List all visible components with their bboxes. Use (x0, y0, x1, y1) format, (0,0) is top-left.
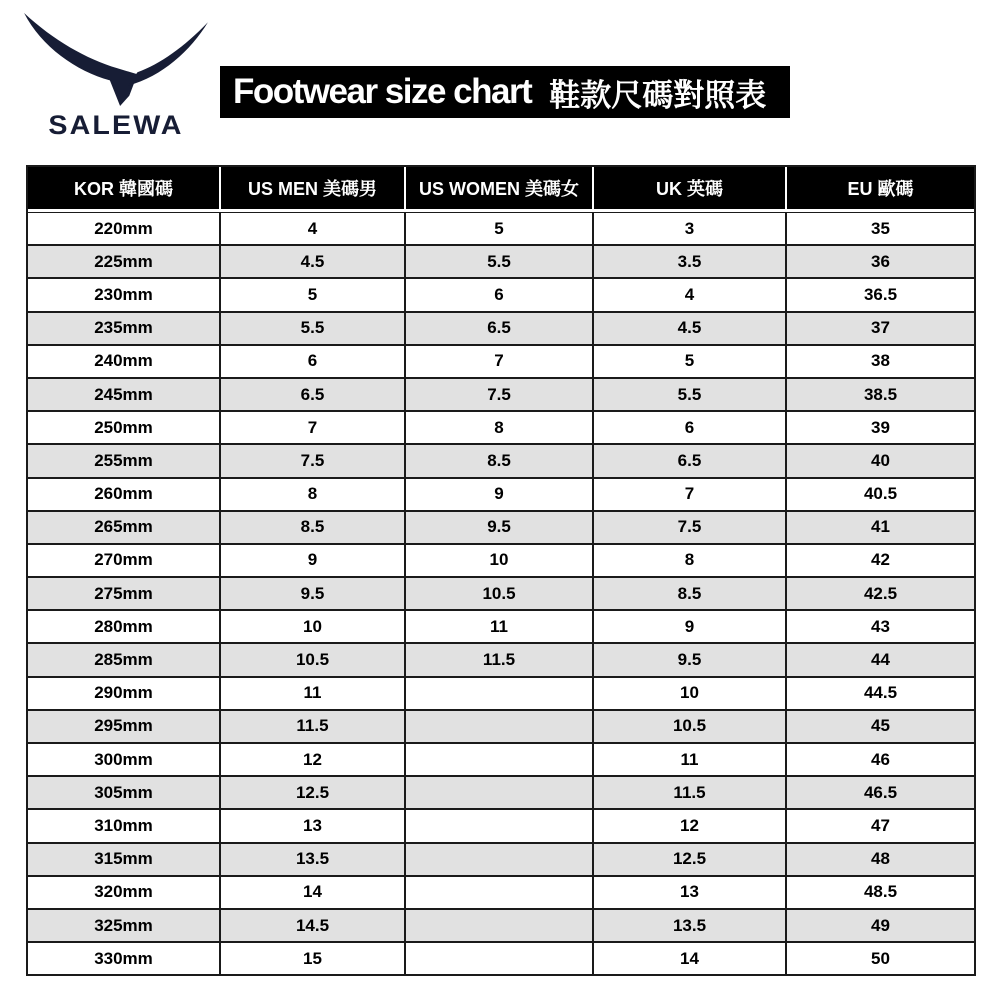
table-cell-eu: 50 (785, 943, 974, 974)
header-cell-eu: EU 歐碼 (785, 167, 974, 209)
table-cell-kor: 240mm (94, 351, 153, 371)
table-cell-kor: 265mm (94, 517, 153, 537)
table-cell-us-women (404, 744, 592, 775)
table-cell-kor: 325mm (94, 915, 153, 935)
table-cell-uk: 13.5 (592, 910, 785, 941)
table-cell-uk: 7.5 (592, 512, 785, 543)
table-cell-us-women (404, 711, 592, 742)
table-cell-eu: 40 (785, 445, 974, 476)
table-cell-us-women: 10 (404, 545, 592, 576)
table-cell-us-men: 10.5 (219, 644, 404, 675)
table-cell-us-men: 14 (219, 877, 404, 908)
table-cell-eu: 40.5 (785, 479, 974, 510)
table-cell-us-women: 8.5 (404, 445, 592, 476)
table-cell-us-women (404, 844, 592, 875)
table-row (28, 642, 974, 675)
table-row (28, 576, 974, 609)
table-cell-kor: 320mm (94, 882, 153, 902)
table-cell-uk: 7 (592, 479, 785, 510)
table-row (28, 510, 974, 543)
table-cell-kor: 220mm (94, 218, 153, 238)
table-cell-us-men: 7 (219, 412, 404, 443)
table-cell-eu: 44 (785, 644, 974, 675)
table-cell-eu: 47 (785, 810, 974, 841)
table-cell-us-women: 9.5 (404, 512, 592, 543)
table-row (28, 410, 974, 443)
table-cell-eu: 44.5 (785, 678, 974, 709)
table-cell-us-men: 4.5 (219, 246, 404, 277)
header-cell-kor: KOR 韓國碼 (73, 179, 173, 199)
table-cell-uk: 8.5 (592, 578, 785, 609)
table-row (28, 344, 974, 377)
table-cell-kor: 270mm (94, 550, 153, 570)
table-cell-uk: 9 (592, 611, 785, 642)
table-cell-us-women: 7 (404, 346, 592, 377)
table-cell-uk: 14 (592, 943, 785, 974)
table-cell-us-women: 9 (404, 479, 592, 510)
table-row (28, 543, 974, 576)
table-cell-eu: 46 (785, 744, 974, 775)
table-row (28, 212, 974, 244)
salewa-logo (20, 12, 212, 141)
table-cell-us-men: 5.5 (219, 313, 404, 344)
table-cell-eu: 38.5 (785, 379, 974, 410)
table-cell-us-women (404, 943, 592, 974)
table-cell-us-women: 5 (404, 213, 592, 244)
table-cell-eu: 38 (785, 346, 974, 377)
table-cell-uk: 10 (592, 678, 785, 709)
page-title-zh: 鞋款尺碼對照表 (549, 77, 767, 113)
page-title (220, 66, 790, 118)
table-cell-eu: 48.5 (785, 877, 974, 908)
table-cell-uk: 9.5 (592, 644, 785, 675)
table-cell-us-men: 11.5 (219, 711, 404, 742)
table-cell-kor: 295mm (94, 716, 153, 736)
table-cell-eu: 49 (785, 910, 974, 941)
table-cell-eu: 35 (785, 213, 974, 244)
table-row (28, 875, 974, 908)
table-row (28, 941, 974, 974)
table-cell-kor: 300mm (94, 749, 153, 769)
table-cell-us-women: 11 (404, 611, 592, 642)
table-cell-kor: 225mm (94, 251, 153, 271)
table-row (28, 775, 974, 808)
table-body (28, 212, 974, 974)
table-cell-uk: 10.5 (592, 711, 785, 742)
table-cell-us-men: 13 (219, 810, 404, 841)
table-cell-us-women: 10.5 (404, 578, 592, 609)
table-cell-us-women: 6.5 (404, 313, 592, 344)
table-cell-uk: 13 (592, 877, 785, 908)
table-row (28, 443, 974, 476)
table-cell-us-men: 8.5 (219, 512, 404, 543)
table-row (28, 709, 974, 742)
table-cell-eu: 45 (785, 711, 974, 742)
table-cell-us-men: 6 (219, 346, 404, 377)
table-row (28, 377, 974, 410)
header-cell-uk: UK 英碼 (592, 167, 785, 209)
table-cell-us-women (404, 678, 592, 709)
table-cell-kor: 235mm (94, 318, 153, 338)
table-cell-us-men: 6.5 (219, 379, 404, 410)
table-row (28, 477, 974, 510)
table-cell-kor: 250mm (94, 417, 153, 437)
table-row (28, 742, 974, 775)
table-cell-kor: 290mm (94, 683, 153, 703)
header-cell-us-women: US WOMEN 美碼女 (404, 167, 592, 209)
table-cell-us-women (404, 810, 592, 841)
table-row (28, 842, 974, 875)
table-cell-us-women: 6 (404, 279, 592, 310)
table-cell-kor: 230mm (94, 284, 153, 304)
table-cell-eu: 46.5 (785, 777, 974, 808)
table-cell-uk: 3.5 (592, 246, 785, 277)
table-cell-us-men: 7.5 (219, 445, 404, 476)
table-cell-uk: 12.5 (592, 844, 785, 875)
table-cell-us-men: 12.5 (219, 777, 404, 808)
table-row (28, 908, 974, 941)
table-row (28, 244, 974, 277)
table-cell-eu: 42.5 (785, 578, 974, 609)
table-cell-kor: 245mm (94, 384, 153, 404)
table-cell-kor: 310mm (94, 815, 153, 835)
size-table (26, 165, 976, 976)
table-cell-uk: 6.5 (592, 445, 785, 476)
table-cell-uk: 4.5 (592, 313, 785, 344)
table-cell-us-men: 13.5 (219, 844, 404, 875)
table-row (28, 609, 974, 642)
table-cell-us-men: 12 (219, 744, 404, 775)
table-cell-us-men: 5 (219, 279, 404, 310)
table-cell-us-women: 5.5 (404, 246, 592, 277)
table-cell-us-men: 15 (219, 943, 404, 974)
table-row (28, 676, 974, 709)
salewa-eagle-icon (23, 12, 209, 108)
table-cell-uk: 11.5 (592, 777, 785, 808)
table-cell-kor: 330mm (94, 948, 153, 968)
table-cell-kor: 315mm (94, 849, 153, 869)
table-cell-us-men: 11 (219, 678, 404, 709)
table-cell-eu: 37 (785, 313, 974, 344)
table-cell-us-men: 10 (219, 611, 404, 642)
salewa-wordmark: SALEWA (48, 110, 184, 140)
table-cell-us-women (404, 777, 592, 808)
table-cell-eu: 48 (785, 844, 974, 875)
table-cell-eu: 42 (785, 545, 974, 576)
table-row (28, 311, 974, 344)
table-cell-us-men: 9.5 (219, 578, 404, 609)
table-header (28, 167, 974, 212)
page-title-en: Footwear size chart (233, 72, 532, 111)
table-cell-eu: 41 (785, 512, 974, 543)
table-cell-kor: 255mm (94, 450, 153, 470)
table-cell-uk: 3 (592, 213, 785, 244)
table-cell-us-men: 4 (219, 213, 404, 244)
table-cell-kor: 280mm (94, 616, 153, 636)
table-cell-uk: 8 (592, 545, 785, 576)
table-cell-eu: 43 (785, 611, 974, 642)
table-cell-eu: 39 (785, 412, 974, 443)
table-cell-us-women: 11.5 (404, 644, 592, 675)
table-cell-eu: 36 (785, 246, 974, 277)
table-cell-uk: 12 (592, 810, 785, 841)
table-cell-kor: 275mm (94, 583, 153, 603)
table-cell-uk: 11 (592, 744, 785, 775)
table-cell-uk: 5 (592, 346, 785, 377)
table-cell-us-men: 8 (219, 479, 404, 510)
table-row (28, 808, 974, 841)
table-cell-kor: 285mm (94, 650, 153, 670)
header-cell-us-men: US MEN 美碼男 (219, 167, 404, 209)
table-cell-kor: 305mm (94, 782, 153, 802)
table-cell-us-women (404, 910, 592, 941)
table-cell-us-women: 7.5 (404, 379, 592, 410)
table-row (28, 277, 974, 310)
table-cell-kor: 260mm (94, 484, 153, 504)
table-cell-uk: 4 (592, 279, 785, 310)
table-cell-uk: 6 (592, 412, 785, 443)
table-cell-uk: 5.5 (592, 379, 785, 410)
table-cell-us-women: 8 (404, 412, 592, 443)
table-cell-eu: 36.5 (785, 279, 974, 310)
table-cell-us-men: 9 (219, 545, 404, 576)
table-cell-us-men: 14.5 (219, 910, 404, 941)
table-cell-us-women (404, 877, 592, 908)
